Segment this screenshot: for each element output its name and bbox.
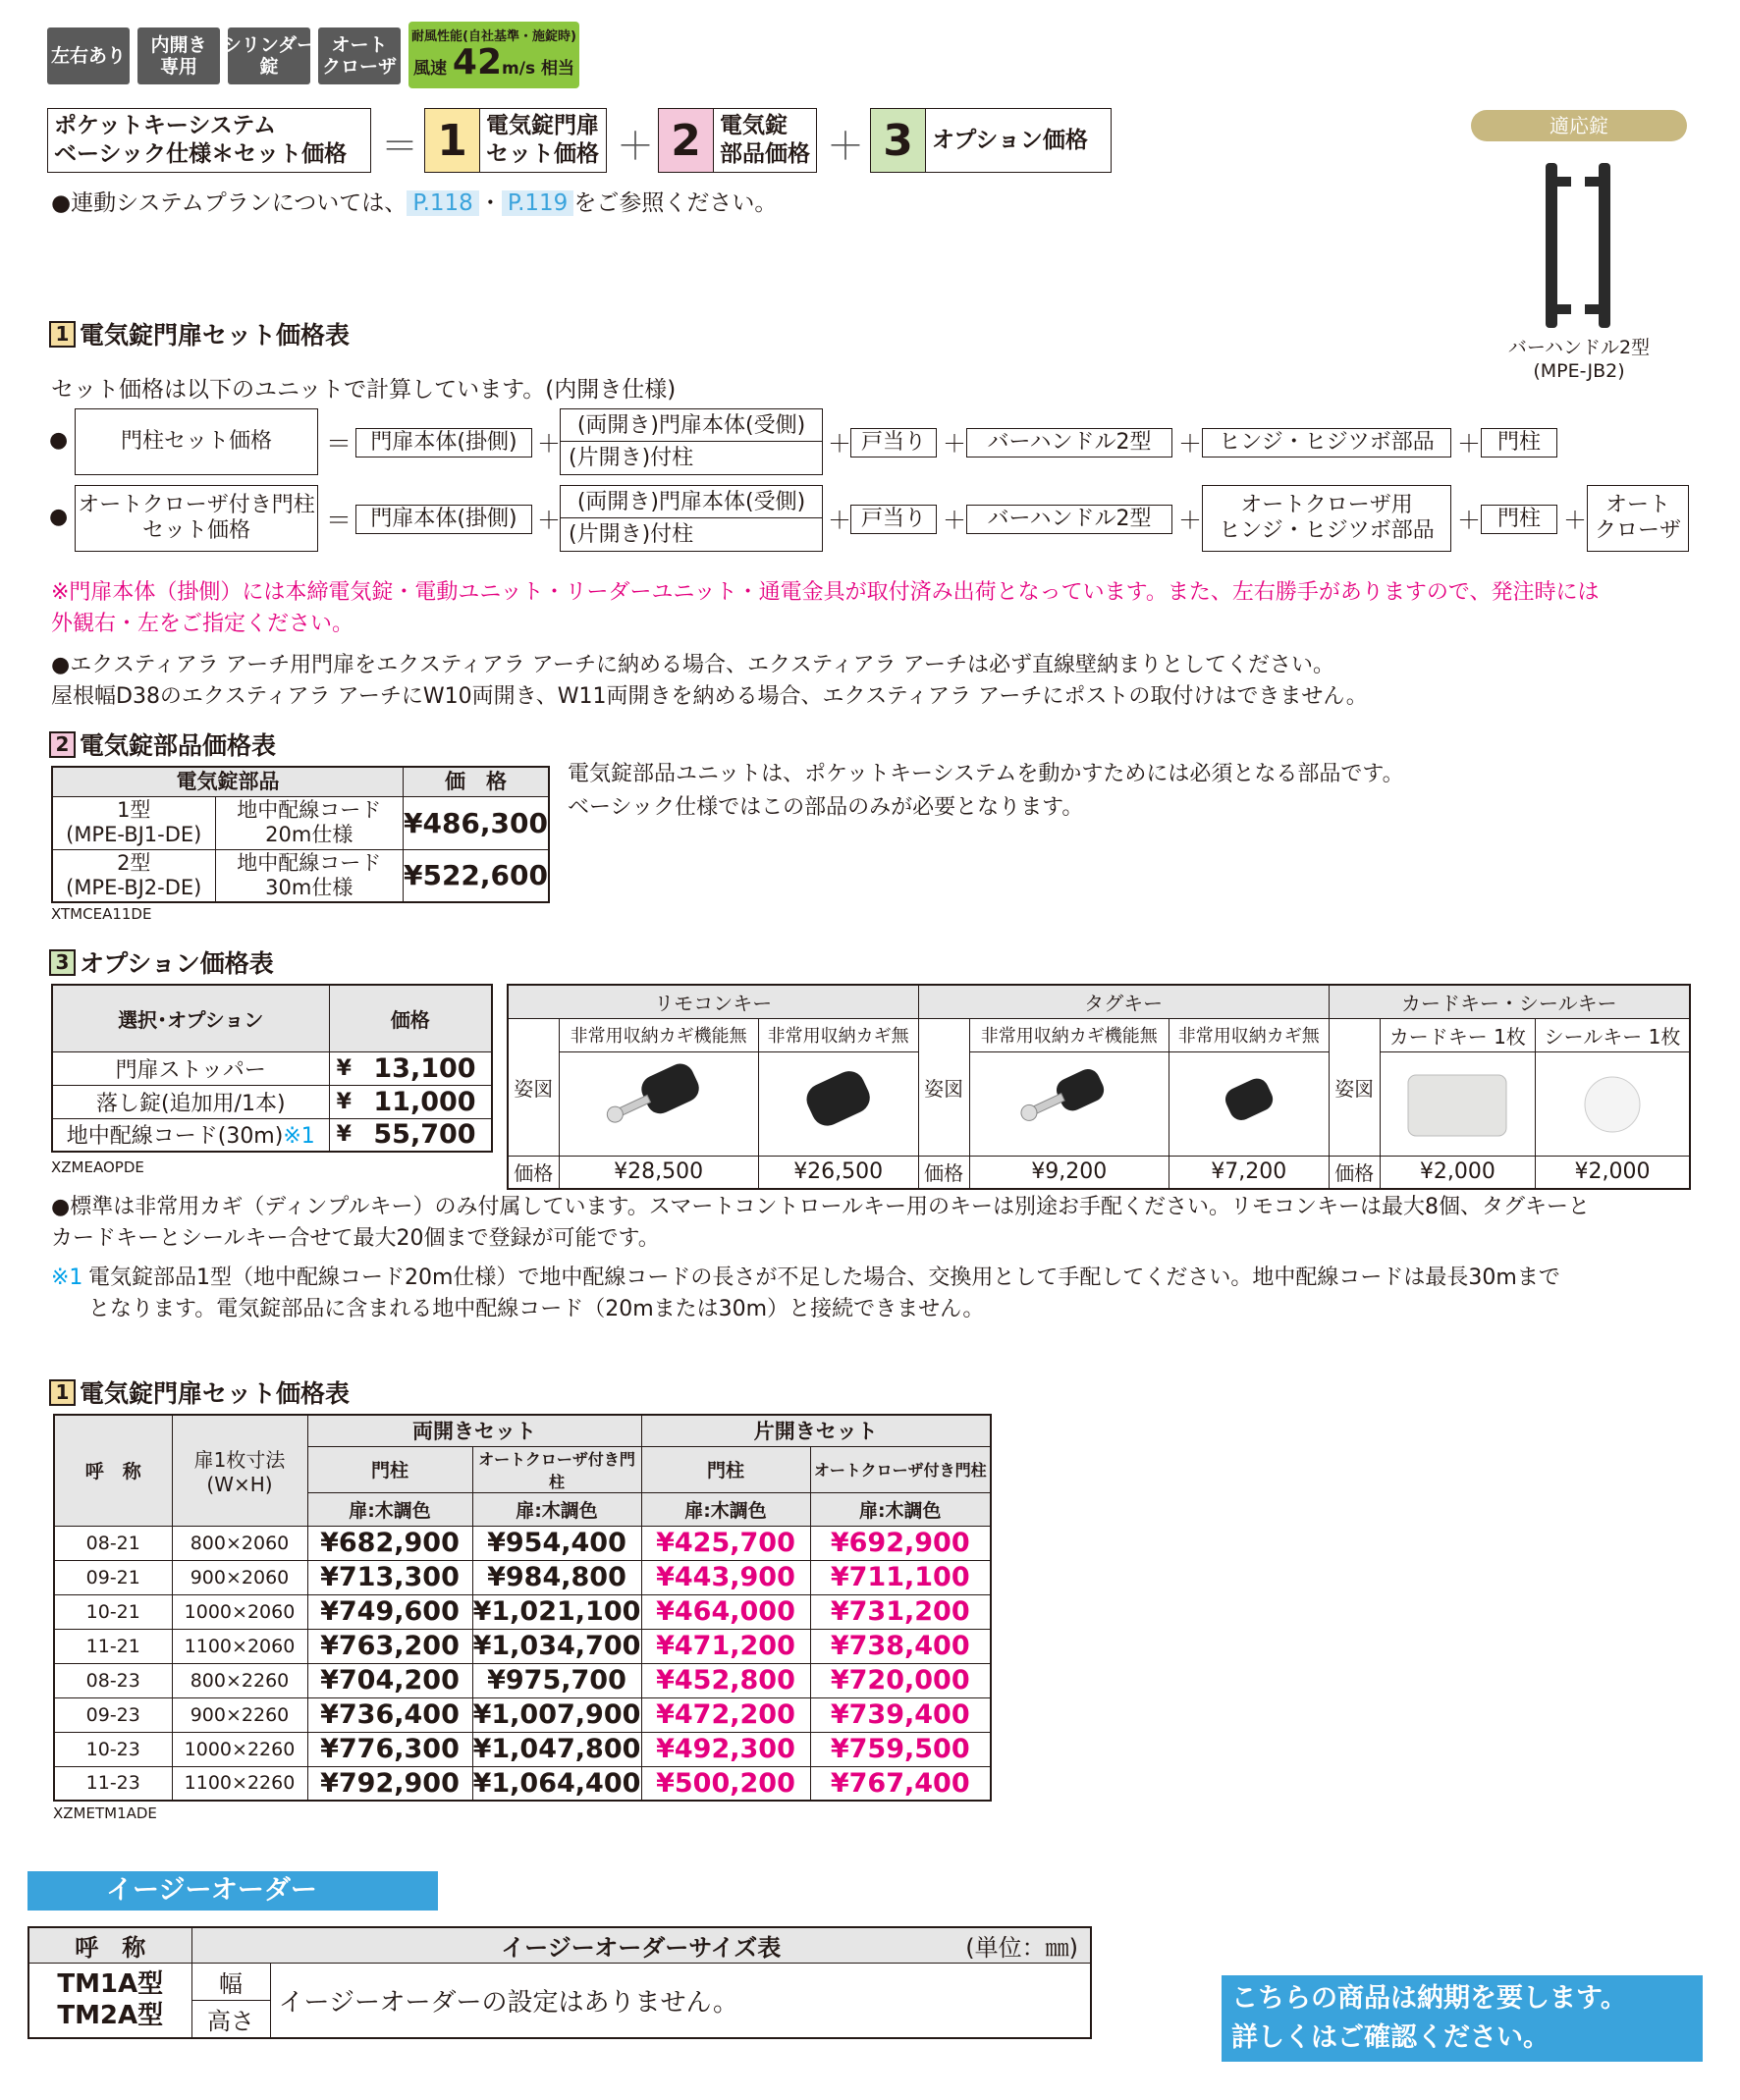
lock-badge: 適応錠 <box>1471 110 1687 141</box>
easy-order-table <box>27 1926 1092 2039</box>
red-note: ※門扉本体（掛側）には本締電気錠・電動ユニット・リーダーユニット・通電金具が取付済み出荷となっています。また、左右勝手がありますので、発注時には 外観右・左をご指定ください。 <box>51 580 1600 636</box>
parts-price: ¥486,300 <box>403 796 549 849</box>
row-size: 900×2060 <box>172 1560 307 1594</box>
key-remote-b: 非常用収納カギ無 <box>758 1018 918 1051</box>
row1-name: 門柱セット価格 <box>75 408 318 475</box>
row2-unit-body: 門扉本体(掛側) <box>355 505 532 534</box>
parts-header-price: 価 格 <box>403 767 549 796</box>
price-single-post: ¥500,200 <box>641 1766 810 1801</box>
key-fig-label: 姿図 <box>508 1018 559 1156</box>
key-remote-a: 非常用収納カギ機能無 <box>559 1018 758 1051</box>
bar-handle-image <box>1524 157 1632 334</box>
row-name: 08-21 <box>54 1526 172 1560</box>
section1-heading <box>49 316 350 351</box>
formula-plus-2: ＋ <box>827 125 865 168</box>
section5-num: 1 <box>49 1379 76 1406</box>
col-wood: 扉:木調色 <box>472 1492 641 1526</box>
link-note-pre: ●連動システムプランについては、 <box>51 190 408 216</box>
key-price-seal: ¥2,000 <box>1536 1156 1690 1189</box>
parts-price: ¥522,600 <box>403 849 549 902</box>
easy-model: TM1A型 TM2A型 <box>28 1964 191 2038</box>
remote-key-image <box>758 1051 918 1156</box>
price-double-post: ¥682,900 <box>307 1526 472 1560</box>
row2-plus6: ＋ <box>1563 507 1587 534</box>
section2-title: 電気錠部品価格表 <box>80 731 277 760</box>
price-single-post: ¥472,200 <box>641 1697 810 1732</box>
key-price-label: 価格 <box>918 1156 969 1189</box>
row2-plus2: ＋ <box>828 507 851 534</box>
price-single-auto: ¥692,900 <box>810 1526 991 1560</box>
link-note-post: をご参照ください。 <box>573 190 778 216</box>
section5-title: 電気錠門扉セット価格表 <box>80 1379 351 1408</box>
key-price-card: ¥2,000 <box>1380 1156 1535 1189</box>
row-size: 1000×2260 <box>172 1732 307 1766</box>
price-double-auto: ¥984,800 <box>472 1560 641 1594</box>
option-price: 13,100 <box>358 1051 492 1085</box>
section3-title: オプション価格表 <box>80 949 274 978</box>
formula-step2-text: 電気錠 部品価格 <box>720 113 810 167</box>
page-link-119[interactable]: P.119 <box>502 190 574 216</box>
tag-inward: 内開き 専用 <box>137 27 220 84</box>
formula-step2-num: 2 <box>659 109 714 172</box>
easy-order-banner: イージーオーダー <box>27 1871 438 1911</box>
formula-step1-box <box>424 108 607 173</box>
cord-note-text: 電気錠部品1型（地中配線コード20m仕様）で地中配線コードの長さが不足した場合、交換用として手配してください。地中配線コードは最長30mまで となります。電気錠部品に含まれる地中配線コード（20mまたは30m）と接続できません。 <box>88 1265 1560 1321</box>
gate-price-code: XZMETM1ADE <box>53 1804 157 1822</box>
key-group-card: カードキー・シールキー <box>1329 985 1690 1018</box>
price-single-auto: ¥759,500 <box>810 1732 991 1766</box>
row-name: 09-23 <box>54 1697 172 1732</box>
option-name: 地中配線コード(30m) <box>66 1124 284 1150</box>
formula-step3-text: オプション価格 <box>932 127 1088 153</box>
option-code: XZMEAOPDE <box>51 1158 144 1176</box>
option-price: 55,700 <box>358 1118 492 1152</box>
price-single-post: ¥492,300 <box>641 1732 810 1766</box>
row2-unit-closer: オート クローザ <box>1587 485 1689 552</box>
key-note: ●標準は非常用カギ（ディンプルキー）のみ付属しています。スマートコントロールキー用のキーは別途お手配ください。リモコンキーは最大8個、タグキーと カードキーとシールキー合せて最大20個まで登録が可能です。 <box>51 1195 1591 1251</box>
price-double-post: ¥749,600 <box>307 1594 472 1629</box>
section1-desc: セット価格は以下のユニットで計算しています。(内開き仕様) <box>51 377 677 403</box>
row2-unit-receive <box>560 485 823 552</box>
row-size: 900×2260 <box>172 1697 307 1732</box>
row-size: 1100×2060 <box>172 1629 307 1663</box>
col-size: 扉1枚寸法 (W×H) <box>172 1415 307 1526</box>
table-row <box>52 1085 492 1118</box>
col-double-auto: オートクローザ付き門柱 <box>472 1446 641 1492</box>
row1-plus3: ＋ <box>943 430 966 458</box>
seal-key-image <box>1536 1051 1690 1156</box>
col-single-post: 門柱 <box>641 1446 810 1492</box>
section2-num: 2 <box>49 731 76 758</box>
wind-suffix: 相当 <box>541 59 574 79</box>
easy-width: 幅 <box>191 1964 270 2001</box>
wind-prefix: 風速 <box>413 59 447 79</box>
row2-eq: ＝ <box>326 507 353 536</box>
easy-height: 高さ <box>191 2001 270 2038</box>
option-name: 落し錠(追加用/1本) <box>52 1085 329 1118</box>
arch-note: ●エクスティアラ アーチ用門扉をエクスティアラ アーチに納める場合、エクスティアラ アーチは必ず直線壁納まりとしてください。 屋根幅D38のエクスティアラ アーチにW10両開き、W11両開きを納める場合、エクスティアラ アーチにポストの取付けはできません。 <box>51 653 1368 709</box>
price-single-post: ¥471,200 <box>641 1629 810 1663</box>
option-note-mark: ※1 <box>283 1124 315 1150</box>
price-single-auto: ¥731,200 <box>810 1594 991 1629</box>
key-card: カードキー 1枚 <box>1380 1018 1535 1051</box>
wind-num: 42 <box>452 42 503 82</box>
row-size: 1000×2060 <box>172 1594 307 1629</box>
table-row <box>54 1732 991 1766</box>
table-row <box>54 1560 991 1594</box>
key-group-tag: タグキー <box>918 985 1329 1018</box>
col-single: 片開きセット <box>641 1415 991 1446</box>
key-price-label: 価格 <box>1329 1156 1380 1189</box>
section2-heading <box>49 727 276 762</box>
section1-num: 1 <box>49 321 76 348</box>
easy-col-unit: (単位：㎜) <box>965 1934 1078 1962</box>
table-row <box>52 1051 492 1085</box>
row2-unit-stop: 戸当り <box>850 505 937 534</box>
price-double-auto: ¥1,034,700 <box>472 1631 641 1661</box>
section5-heading <box>49 1374 350 1410</box>
formula-equals: ＝ <box>381 125 419 168</box>
key-tag-a: 非常用収納カギ機能無 <box>969 1018 1169 1051</box>
formula-plus-1: ＋ <box>617 125 655 168</box>
formula-step1-text: 電気錠門扉 セット価格 <box>486 113 599 167</box>
row1-plus1: ＋ <box>537 430 561 458</box>
col-wood: 扉:木調色 <box>641 1492 810 1526</box>
formula-step2-box <box>658 108 817 173</box>
row1-unit-receive <box>560 408 823 475</box>
page-link-118[interactable]: P.118 <box>407 190 479 216</box>
row2-plus3: ＋ <box>943 507 966 534</box>
tag-left-right: 左右あり <box>47 27 130 84</box>
tag-cylinder: シリンダー 錠 <box>228 27 310 84</box>
remote-key-with-cap-image <box>559 1051 758 1156</box>
col-wood: 扉:木調色 <box>810 1492 991 1526</box>
formula-step3-num: 3 <box>871 109 926 172</box>
row2-unit-receive-a: (両開き)門扉本体(受側) <box>561 486 822 518</box>
row2-plus5: ＋ <box>1457 507 1481 534</box>
key-seal: シールキー 1枚 <box>1536 1018 1690 1051</box>
price-single-auto: ¥767,400 <box>810 1766 991 1801</box>
row2-name: オートクローザ付き門柱 セット価格 <box>75 485 318 552</box>
price-double-post: ¥704,200 <box>307 1663 472 1697</box>
price-double-post: ¥713,300 <box>307 1560 472 1594</box>
formula-step3-box <box>870 108 1112 173</box>
row1-unit-receive-a: (両開き)門扉本体(受側) <box>561 409 822 442</box>
price-double-post: ¥792,900 <box>307 1766 472 1801</box>
table-row <box>52 1118 492 1152</box>
price-double-post: ¥763,200 <box>307 1629 472 1663</box>
formula-system-text: ポケットキーシステム ベーシック仕様＊セット価格 <box>54 113 348 167</box>
parts-type: 1型 (MPE-BJ1-DE) <box>52 796 215 849</box>
section3-heading <box>49 944 274 980</box>
parts-code: XTMCEA11DE <box>51 905 152 923</box>
easy-col-table-label: イージーオーダーサイズ表 <box>501 1934 782 1962</box>
row1-unit-hinge: ヒンジ・ヒジツボ部品 <box>1202 428 1451 458</box>
parts-type: 2型 (MPE-BJ2-DE) <box>52 849 215 902</box>
col-double-post: 門柱 <box>307 1446 472 1492</box>
parts-desc: 電気錠部品ユニットは、ポケットキーシステムを動かすためには必須となる部品です。 ベーシック仕様ではこの部品のみが必要となります。 <box>568 762 1404 820</box>
row1-unit-stop: 戸当り <box>850 428 937 458</box>
parts-cord: 地中配線コード 20m仕様 <box>215 796 403 849</box>
col-single-auto: オートクローザ付き門柱 <box>810 1446 991 1492</box>
key-price-label: 価格 <box>508 1156 559 1189</box>
price-single-auto: ¥739,400 <box>810 1697 991 1732</box>
section1-title: 電気錠門扉セット価格表 <box>80 321 351 350</box>
table-row <box>54 1697 991 1732</box>
cord-note-mark: ※1 <box>51 1265 83 1290</box>
price-single-post: ¥452,800 <box>641 1663 810 1697</box>
price-single-auto: ¥738,400 <box>810 1629 991 1663</box>
row-size: 800×2060 <box>172 1526 307 1560</box>
table-row <box>54 1766 991 1801</box>
key-price-remote-a: ¥28,500 <box>559 1156 758 1189</box>
row1-bullet: ● <box>49 428 69 453</box>
row-name: 10-21 <box>54 1594 172 1629</box>
row1-unit-receive-b: (片開き)付柱 <box>569 446 694 470</box>
price-single-post: ¥425,700 <box>641 1526 810 1560</box>
row-size: 800×2260 <box>172 1663 307 1697</box>
row2-unit-receive-b: (片開き)付柱 <box>569 522 694 547</box>
key-fig-label: 姿図 <box>918 1018 969 1156</box>
row1-plus2: ＋ <box>828 430 851 458</box>
row1-plus5: ＋ <box>1457 430 1481 458</box>
option-yen: ¥ <box>329 1118 358 1152</box>
row1-unit-post: 門柱 <box>1481 428 1557 458</box>
row2-bullet: ● <box>49 505 69 529</box>
card-key-image <box>1380 1051 1535 1156</box>
price-double-auto: ¥1,007,900 <box>472 1699 641 1730</box>
price-single-post: ¥443,900 <box>641 1560 810 1594</box>
row2-unit-handle: バーハンドル2型 <box>966 505 1172 534</box>
col-name: 呼 称 <box>54 1415 172 1526</box>
option-yen: ¥ <box>329 1051 358 1085</box>
tag-auto-closer: オート クローザ <box>318 27 401 84</box>
parts-table <box>51 766 550 903</box>
section3-num: 3 <box>49 949 76 976</box>
option-table <box>51 984 493 1153</box>
table-row <box>54 1629 991 1663</box>
table-row <box>52 796 549 849</box>
price-double-auto: ¥1,021,100 <box>472 1596 641 1627</box>
easy-msg: イージーオーダーの設定はありません。 <box>270 1964 1091 2038</box>
link-note-dot: ・ <box>478 190 502 216</box>
table-row <box>54 1594 991 1629</box>
tag-key-image <box>1169 1051 1329 1156</box>
row-name: 09-21 <box>54 1560 172 1594</box>
row1-eq: ＝ <box>326 430 353 459</box>
price-single-post: ¥464,000 <box>641 1594 810 1629</box>
table-row <box>54 1663 991 1697</box>
row2-plus4: ＋ <box>1178 507 1202 534</box>
key-group-remote: リモコンキー <box>508 985 918 1018</box>
row1-unit-body: 門扉本体(掛側) <box>355 428 532 458</box>
price-single-auto: ¥720,000 <box>810 1663 991 1697</box>
formula-system-box <box>47 108 371 173</box>
wind-badge <box>408 22 579 88</box>
option-yen: ¥ <box>329 1085 358 1118</box>
wind-unit: m/s <box>502 59 536 79</box>
parts-cord: 地中配線コード 30m仕様 <box>215 849 403 902</box>
row1-plus4: ＋ <box>1178 430 1202 458</box>
table-row <box>52 849 549 902</box>
price-double-auto: ¥1,047,800 <box>472 1734 641 1764</box>
lock-caption: バーハンドル2型 (MPE-JB2) <box>1507 337 1651 382</box>
key-price-tag-b: ¥7,200 <box>1169 1156 1329 1189</box>
option-name: 門扉ストッパー <box>52 1051 329 1085</box>
key-price-remote-b: ¥26,500 <box>758 1156 918 1189</box>
row-size: 1100×2260 <box>172 1766 307 1801</box>
easy-col-table <box>191 1927 1091 1964</box>
row-name: 08-23 <box>54 1663 172 1697</box>
parts-header-name: 電気錠部品 <box>52 767 403 796</box>
price-double-auto: ¥1,064,400 <box>472 1766 641 1801</box>
row-name: 10-23 <box>54 1732 172 1766</box>
option-header-name: 選択･オプション <box>52 985 329 1051</box>
row1-unit-handle: バーハンドル2型 <box>966 428 1172 458</box>
row2-unit-hinge: オートクローザ用 ヒンジ・ヒジツボ部品 <box>1202 485 1451 552</box>
wind-top: 耐風性能(自社基準・施錠時) <box>411 29 576 44</box>
key-tag-b: 非常用収納カギ無 <box>1169 1018 1329 1051</box>
row2-plus1: ＋ <box>537 507 561 534</box>
col-double: 両開きセット <box>307 1415 641 1446</box>
price-double-auto: ¥954,400 <box>472 1526 641 1560</box>
price-double-post: ¥736,400 <box>307 1697 472 1732</box>
row-name: 11-21 <box>54 1629 172 1663</box>
formula-step1-num: 1 <box>425 109 480 172</box>
price-single-auto: ¥711,100 <box>810 1560 991 1594</box>
table-row <box>54 1526 991 1560</box>
option-price: 11,000 <box>358 1085 492 1118</box>
cord-note <box>51 1263 1711 1325</box>
option-header-price: 価格 <box>329 985 492 1051</box>
link-note <box>51 188 777 218</box>
key-price-tag-a: ¥9,200 <box>969 1156 1169 1189</box>
easy-col-name: 呼 称 <box>28 1927 191 1964</box>
col-wood: 扉:木調色 <box>307 1492 472 1526</box>
delivery-notice: こちらの商品は納期を要します。 詳しくはご確認ください。 <box>1222 1975 1703 2062</box>
price-double-post: ¥776,300 <box>307 1732 472 1766</box>
row2-unit-post: 門柱 <box>1481 505 1557 534</box>
tag-key-with-cap-image <box>969 1051 1169 1156</box>
key-table <box>507 984 1691 1190</box>
gate-price-table <box>53 1414 992 1802</box>
price-double-auto: ¥975,700 <box>472 1663 641 1697</box>
key-fig-label: 姿図 <box>1329 1018 1380 1156</box>
row-name: 11-23 <box>54 1766 172 1801</box>
